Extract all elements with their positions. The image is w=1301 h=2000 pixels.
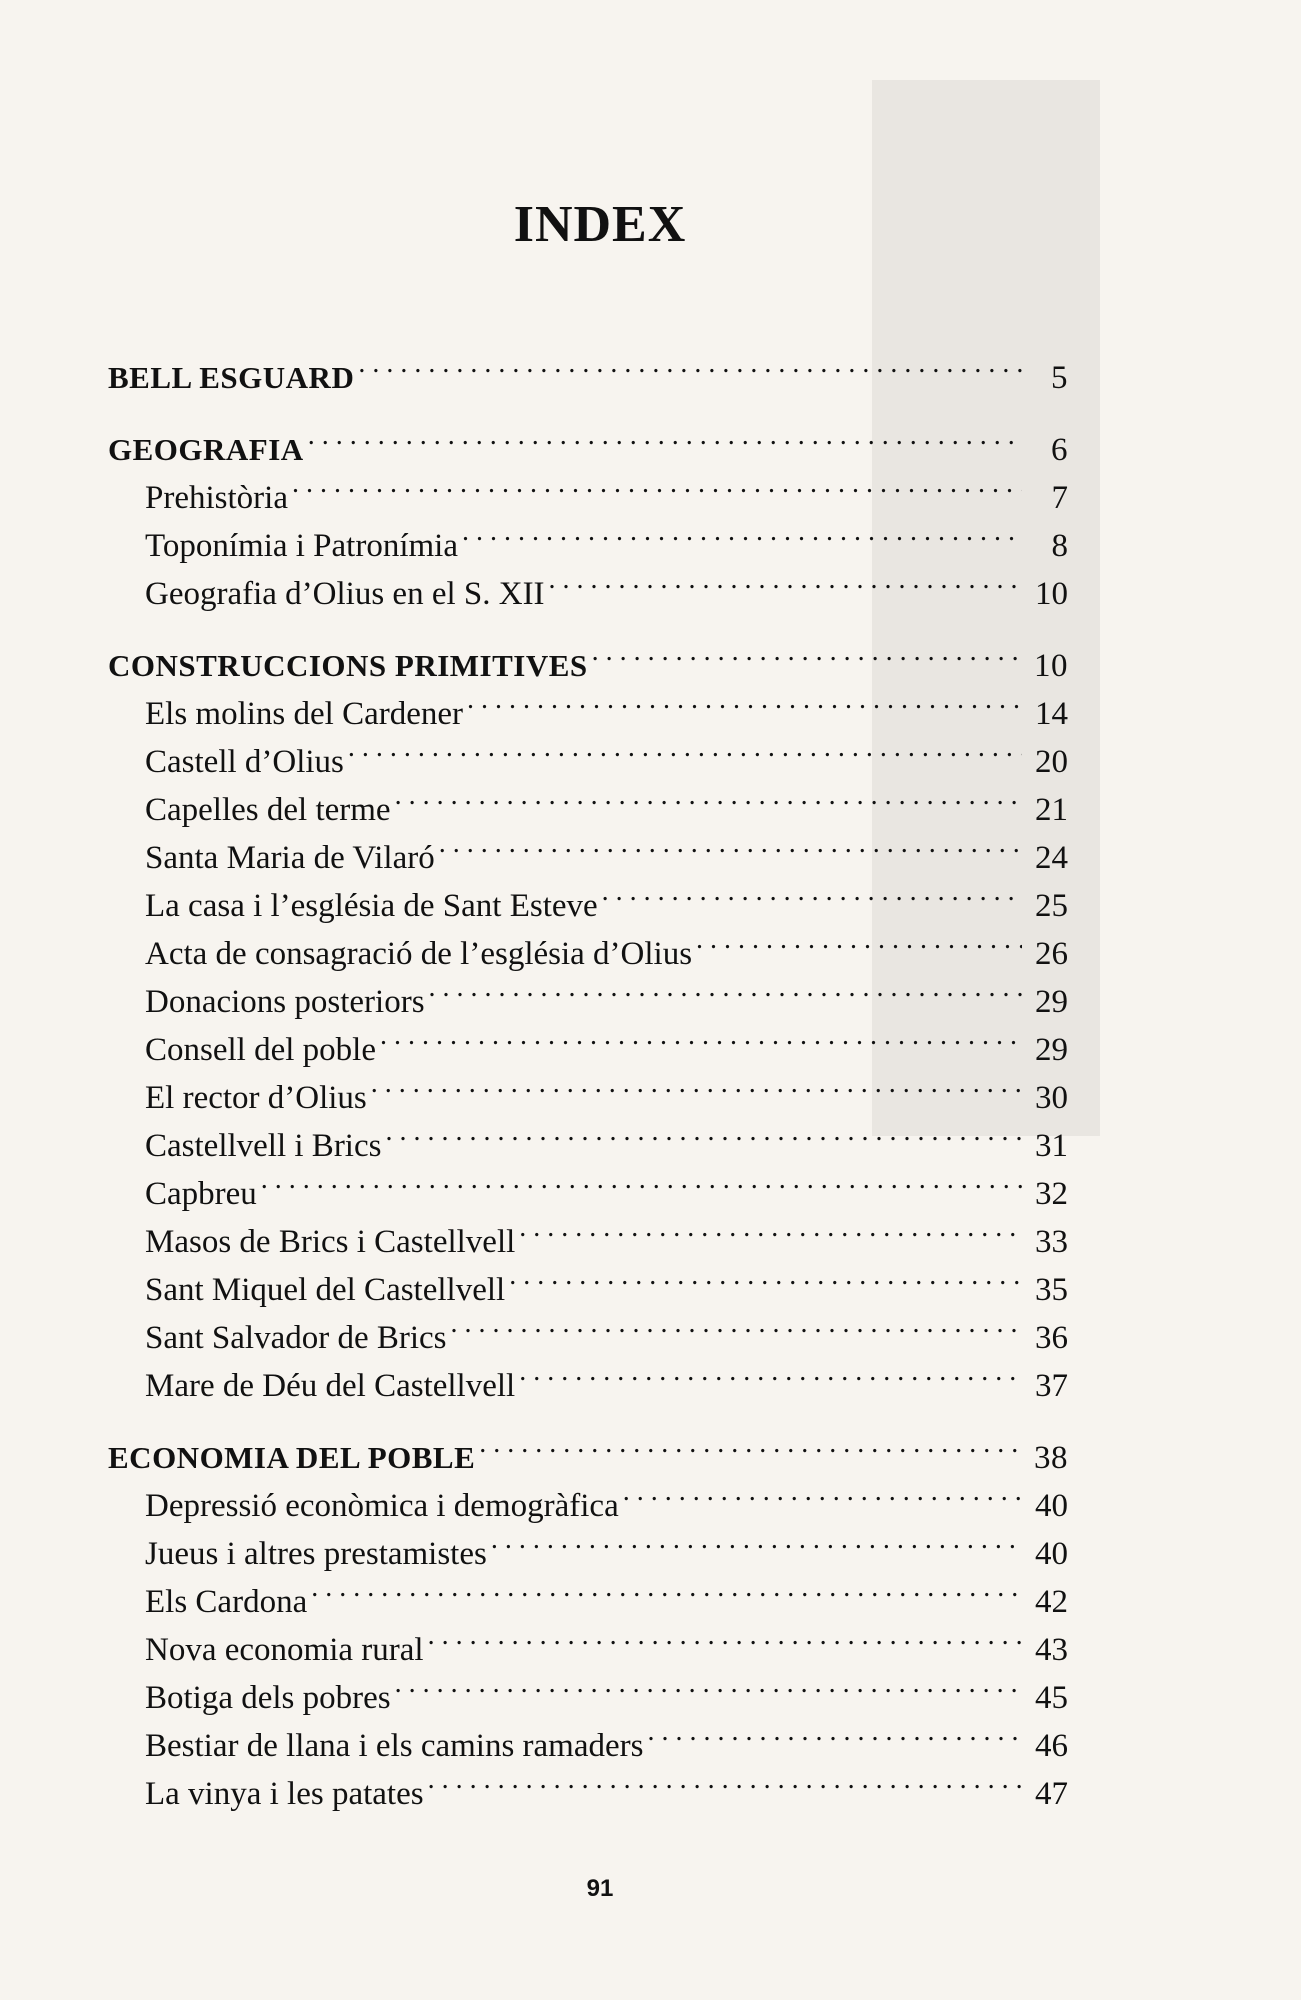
dot-leader [647,1708,1022,1756]
toc-subentry [108,508,1068,564]
table-of-contents [108,340,1068,1812]
entry-page-number: 42 [1035,1584,1068,1620]
toc-subentry [108,772,1068,828]
toc-subentry [108,1756,1068,1812]
entry-page-number: 46 [1035,1728,1068,1764]
entry-page-number: 31 [1035,1128,1068,1164]
entry-title: Capelles del terme [145,792,391,828]
entry-page-number: 40 [1035,1536,1068,1572]
entry-title: Els Cardona [145,1584,308,1620]
entry-page-number: 30 [1035,1080,1068,1116]
entry-title: ECONOMIA DEL POBLE [108,1440,476,1475]
entry-title: El rector d’Olius [145,1080,367,1116]
entry-title: Toponímia i Patronímia [145,528,458,564]
dot-leader [623,1468,1022,1516]
entry-title: Bestiar de llana i els camins ramaders [145,1728,644,1764]
entry-title: Els molins del Cardener [145,696,464,732]
toc-subentry [108,460,1068,516]
dot-leader [519,1204,1022,1252]
entry-title: Acta de consagració de l’església d’Olius [145,936,693,972]
toc-subentry [108,1204,1068,1260]
entry-page-number: 32 [1035,1176,1068,1212]
dot-leader [371,1060,1022,1108]
dot-leader [549,556,1022,604]
dot-leader [462,508,1022,556]
dot-leader [292,460,1022,508]
entry-title: Mare de Déu del Castellvell [145,1368,516,1404]
toc-section-entry [108,412,1068,468]
entry-page-number: 26 [1035,936,1068,972]
dot-leader [428,1612,1022,1660]
entry-page-number: 10 [1034,648,1068,684]
entry-title: Donacions posteriors [145,984,425,1020]
toc-subentry [108,556,1068,612]
dot-leader [380,1012,1022,1060]
entry-title: Sant Salvador de Brics [145,1320,447,1356]
entry-title: Santa Maria de Vilaró [145,840,435,876]
entry-page-number: 36 [1035,1320,1068,1356]
entry-title: Botiga dels pobres [145,1680,391,1716]
entry-page-number: 7 [1051,480,1068,516]
toc-subentry [108,964,1068,1020]
entry-page-number: 21 [1035,792,1068,828]
entry-title: Consell del poble [145,1032,376,1068]
entry-title: Castell d’Olius [145,744,344,780]
dot-leader [308,412,1022,460]
entry-page-number: 25 [1035,888,1068,924]
dot-leader [509,1252,1022,1300]
toc-subentry [108,1516,1068,1572]
entry-title: GEOGRAFIA [108,432,304,467]
entry-title: Capbreu [145,1176,257,1212]
dot-leader [358,340,1022,388]
dot-leader [395,772,1022,820]
entry-page-number: 14 [1035,696,1068,732]
dot-leader [519,1348,1022,1396]
entry-page-number: 47 [1035,1776,1068,1812]
entry-page-number: 40 [1035,1488,1068,1524]
dot-leader [348,724,1022,772]
toc-subentry [108,820,1068,876]
dot-leader [491,1516,1022,1564]
entry-page-number: 43 [1035,1632,1068,1668]
toc-subentry [108,1564,1068,1620]
entry-title: CONSTRUCCIONS PRIMITIVES [108,648,588,683]
toc-subentry [108,916,1068,972]
entry-title: BELL ESGUARD [108,360,355,395]
entry-page-number: 33 [1035,1224,1068,1260]
toc-subentry [108,1300,1068,1356]
entry-page-number: 5 [1051,360,1068,396]
entry-title: La casa i l’església de Sant Esteve [145,888,598,924]
entry-title: Masos de Brics i Castellvell [145,1224,516,1260]
entry-page-number: 35 [1035,1272,1068,1308]
entry-title: La vinya i les patates [145,1776,424,1812]
toc-subentry [108,1468,1068,1524]
dot-leader [467,676,1022,724]
dot-leader [696,916,1022,964]
page-title: INDEX [513,196,687,253]
entry-page-number: 45 [1035,1680,1068,1716]
entry-title: Prehistòria [145,480,288,516]
entry-title: Jueus i altres prestamistes [145,1536,487,1572]
toc-subentry [108,1156,1068,1212]
entry-page-number: 29 [1035,984,1068,1020]
dot-leader [261,1156,1022,1204]
toc-subentry [108,1252,1068,1308]
dot-leader [311,1564,1022,1612]
entry-page-number: 8 [1051,528,1068,564]
dot-leader [385,1108,1022,1156]
toc-subentry [108,1060,1068,1116]
dot-leader [429,964,1022,1012]
entry-page-number: 20 [1035,744,1068,780]
entry-title: Geografia d’Olius en el S. XII [145,576,545,612]
dot-leader [451,1300,1022,1348]
toc-subentry [108,1348,1068,1404]
entry-page-number: 10 [1035,576,1068,612]
entry-title: Nova economia rural [145,1632,424,1668]
toc-subentry [108,724,1068,780]
dot-leader [439,820,1022,868]
toc-section-entry [108,340,1068,396]
dot-leader [592,628,1022,676]
entry-title: Castellvell i Brics [145,1128,382,1164]
toc-subentry [108,676,1068,732]
entry-title: Depressió econòmica i demogràfica [145,1488,619,1524]
toc-subentry [108,1612,1068,1668]
toc-section-entry [108,628,1068,684]
dot-leader [395,1660,1022,1708]
dot-leader [428,1756,1022,1804]
toc-subentry [108,868,1068,924]
entry-page-number: 38 [1034,1440,1068,1476]
entry-title: Sant Miquel del Castellvell [145,1272,506,1308]
entry-page-number: 24 [1035,840,1068,876]
page-number: 91 [586,1875,614,1902]
entry-page-number: 6 [1051,432,1068,468]
toc-subentry [108,1708,1068,1764]
toc-subentry [108,1012,1068,1068]
entry-page-number: 37 [1035,1368,1068,1404]
toc-subentry [108,1660,1068,1716]
dot-leader [479,1420,1022,1468]
toc-subentry [108,1108,1068,1164]
dot-leader [602,868,1022,916]
toc-section-entry [108,1420,1068,1476]
entry-page-number: 29 [1035,1032,1068,1068]
